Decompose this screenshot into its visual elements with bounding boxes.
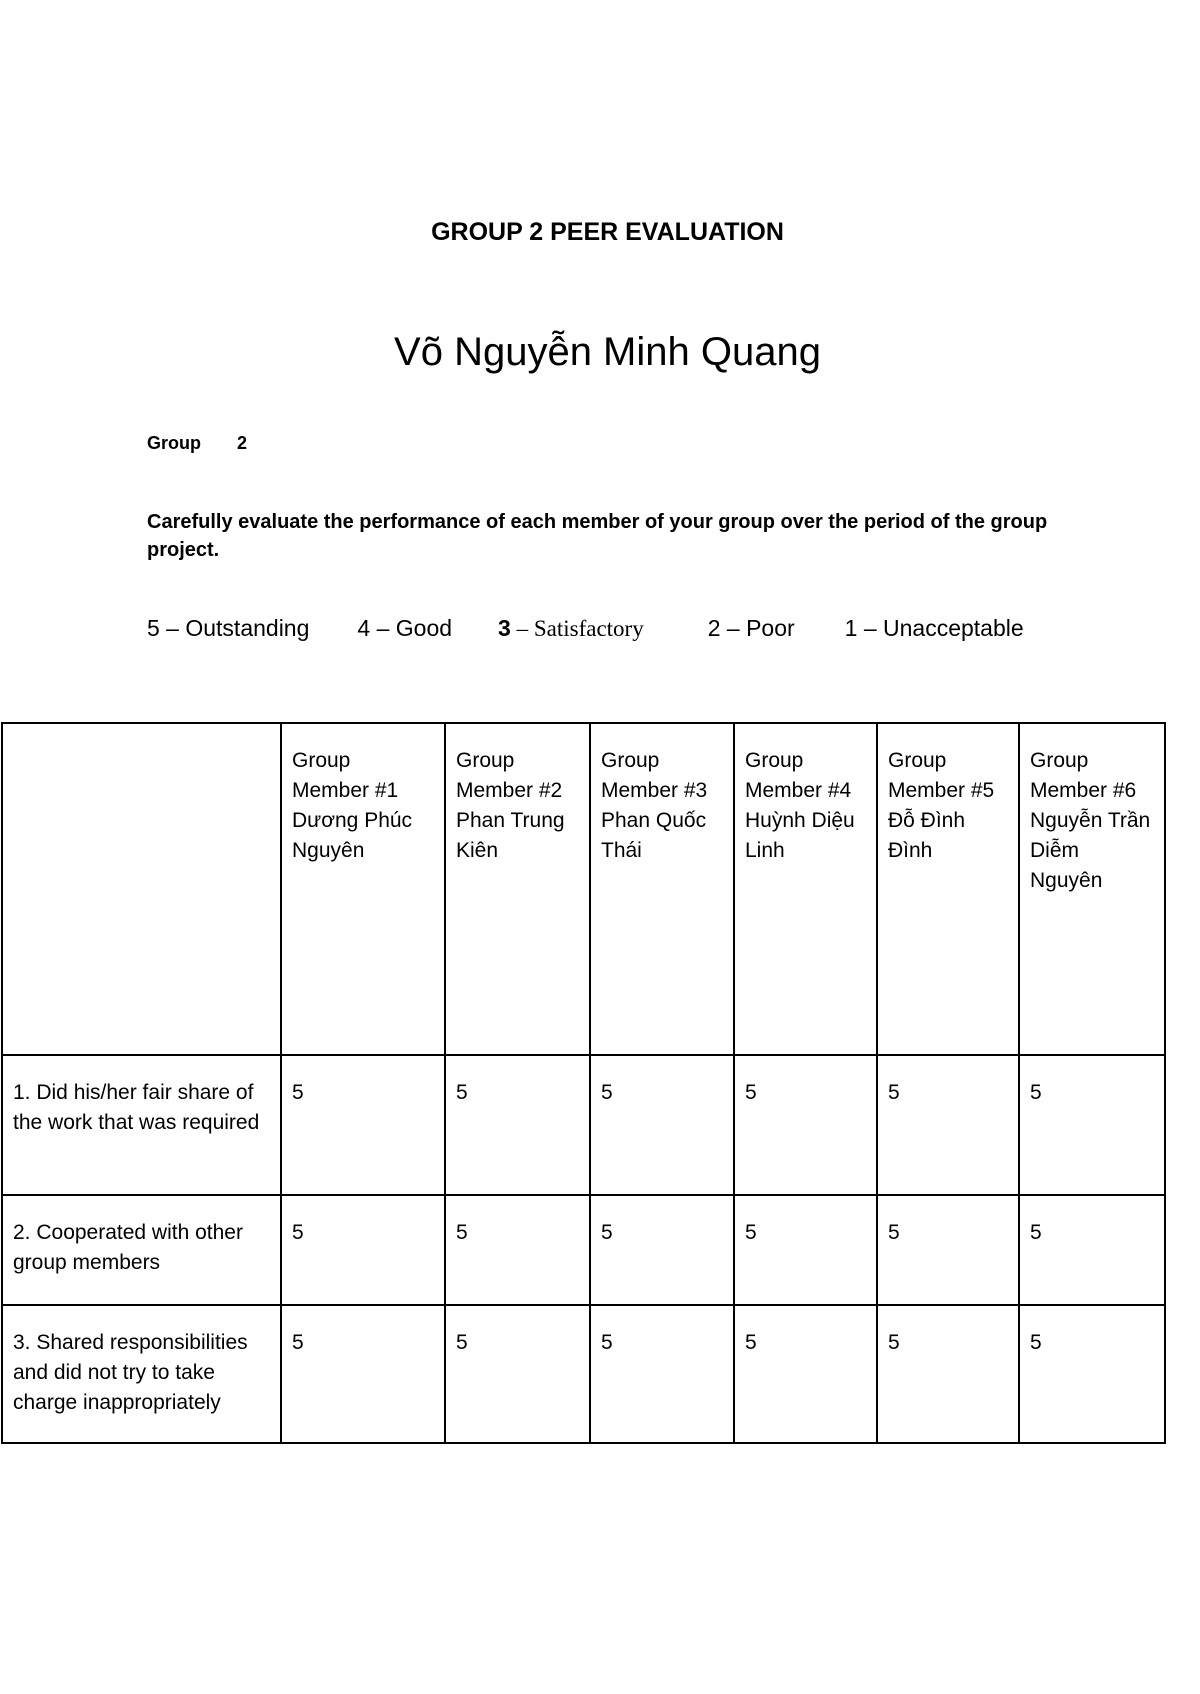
rating-scale — [147, 611, 1027, 646]
score-cell: 5 — [1019, 1195, 1165, 1305]
score-cell: 5 — [734, 1055, 877, 1195]
header-empty-cell — [2, 723, 281, 1055]
score-cell: 5 — [281, 1305, 445, 1443]
criterion-cell: 3. Shared responsibilities and did not try to take charge inappropriately — [2, 1305, 281, 1443]
scale-5: 5 – Outstanding — [147, 615, 310, 641]
member-header-2: Group Member #2 Phan Trung Kiên — [445, 723, 590, 1055]
score-cell: 5 — [877, 1195, 1019, 1305]
member-header-3: Group Member #3 Phan Quốc Thái — [590, 723, 734, 1055]
score-cell: 5 — [877, 1305, 1019, 1443]
score-cell: 5 — [445, 1305, 590, 1443]
score-cell: 5 — [1019, 1055, 1165, 1195]
student-name: Võ Nguyễn Minh Quang — [394, 330, 821, 374]
scale-1: 1 – Unacceptable — [844, 615, 1024, 641]
score-cell: 5 — [734, 1195, 877, 1305]
score-cell: 5 — [445, 1195, 590, 1305]
score-cell: 5 — [281, 1195, 445, 1305]
member-name-5: Đỗ Đình Đình — [888, 809, 966, 862]
table-row — [2, 1305, 1165, 1443]
member-header-5: Group Member #5 Đỗ Đình Đình — [877, 723, 1019, 1055]
member-name-4: Huỳnh Diệu Linh — [745, 809, 855, 862]
document-title: GROUP 2 PEER EVALUATION — [431, 218, 784, 246]
group-value: 2 — [237, 433, 248, 453]
group-label: Group — [147, 433, 201, 453]
member-name-3: Phan Quốc Thái — [601, 809, 707, 862]
scale-2: 2 – Poor — [707, 615, 795, 641]
score-cell: 5 — [590, 1195, 734, 1305]
table-header-row — [2, 723, 1165, 1055]
member-header-6: Group Member #6 Nguyễn Trần Diễm Nguyên — [1019, 723, 1165, 1055]
score-cell: 5 — [281, 1055, 445, 1195]
score-cell: 5 — [877, 1055, 1019, 1195]
criterion-cell: 1. Did his/her fair share of the work that was required — [2, 1055, 281, 1195]
table-row — [2, 1055, 1165, 1195]
group-line — [147, 433, 247, 454]
evaluation-table — [1, 722, 1166, 1444]
table-row — [2, 1195, 1165, 1305]
criterion-cell: 2. Cooperated with other group members — [2, 1195, 281, 1305]
scale-4: 4 – Good — [357, 615, 453, 641]
member-name-2: Phan Trung Kiên — [456, 809, 565, 862]
scale-3-number: 3 — [498, 615, 511, 641]
score-cell: 5 — [590, 1055, 734, 1195]
instructions: Carefully evaluate the performance of each member of your group over the period of the group project. — [147, 511, 1048, 561]
score-cell: 5 — [1019, 1305, 1165, 1443]
score-cell: 5 — [445, 1055, 590, 1195]
member-header-4: Group Member #4 Huỳnh Diệu Linh — [734, 723, 877, 1055]
scale-3-text: – Satisfactory — [510, 616, 644, 641]
member-name-6: Nguyễn Trần Diễm Nguyên — [1030, 809, 1151, 892]
score-cell: 5 — [734, 1305, 877, 1443]
score-cell: 5 — [590, 1305, 734, 1443]
scale-3 — [498, 616, 644, 641]
member-header-1: Group Member #1 Dương Phúc Nguyên — [281, 723, 445, 1055]
member-name-1: Dương Phúc Nguyên — [292, 809, 413, 862]
